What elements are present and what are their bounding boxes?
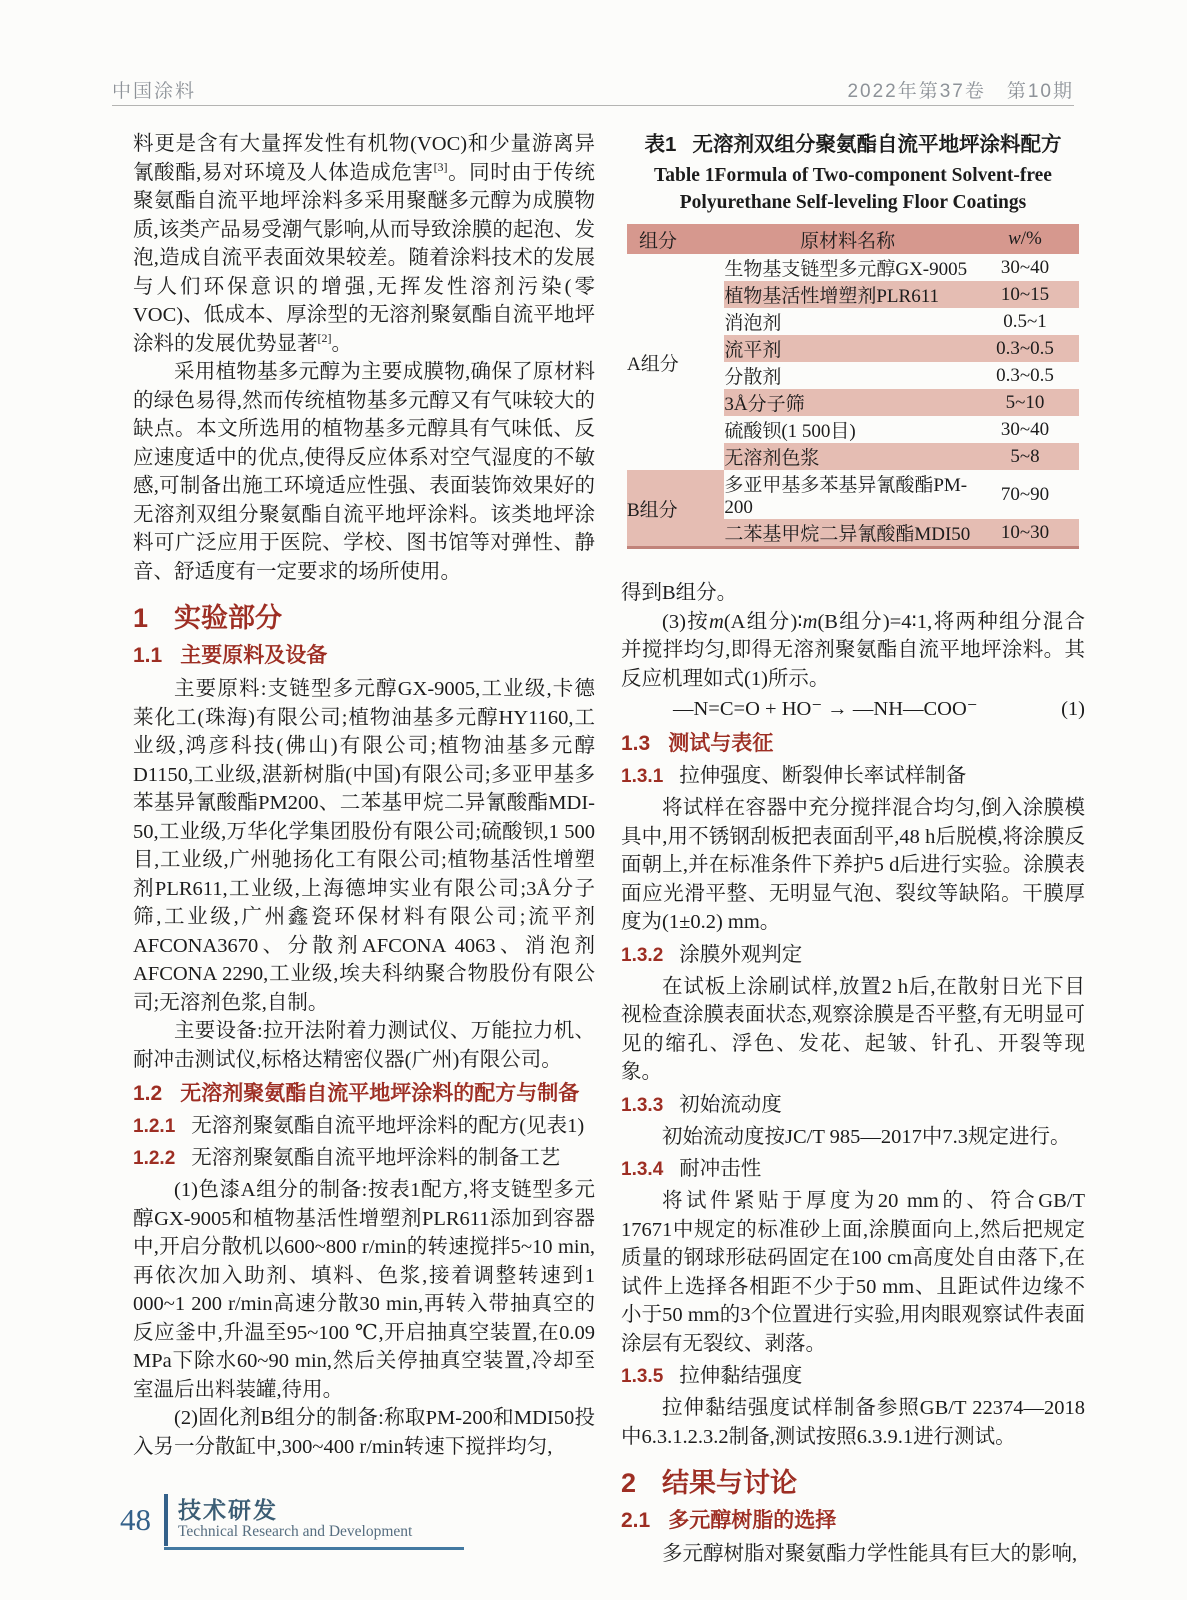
equation-number: (1) bbox=[1061, 698, 1085, 720]
weight-percent-cell: 70~90 bbox=[1000, 483, 1050, 505]
weight-percent-cell: 5~10 bbox=[971, 389, 1079, 416]
table-row bbox=[627, 470, 1079, 519]
formula-table-head bbox=[627, 224, 1079, 254]
section-heading-1-2-1 bbox=[133, 1113, 595, 1140]
left-column bbox=[133, 130, 595, 1461]
section-title: 结果与讨论 bbox=[662, 1468, 798, 1498]
section-heading-1-3-2 bbox=[621, 942, 1085, 969]
footer-section-zh: 技术研发 bbox=[178, 1497, 278, 1523]
paragraph-polyol-selection: 多元醇树脂对聚氨酯力学性能具有巨大的影响, bbox=[662, 1543, 1078, 1565]
issue-info: 2022年第37卷 第10期 bbox=[847, 81, 1074, 102]
page-number: 48 bbox=[120, 1502, 151, 1537]
section-heading-1-1 bbox=[133, 643, 595, 669]
material-name-cell: 流平剂 bbox=[724, 335, 971, 362]
paragraph-b-component-result: 得到B组分。 bbox=[621, 582, 738, 604]
reaction-equation bbox=[621, 695, 1085, 724]
section-title: 无溶剂聚氨酯自流平地坪涂料的制备工艺 bbox=[191, 1147, 561, 1169]
material-name-cell: 硫酸钡(1 500目) bbox=[724, 421, 856, 442]
section-number: 1.3.5 bbox=[621, 1366, 664, 1387]
section-number: 1.3.3 bbox=[621, 1094, 664, 1116]
section-title: 初始流动度 bbox=[679, 1093, 782, 1116]
column-header-group: 组分 bbox=[627, 224, 724, 254]
section-number: 1.1 bbox=[133, 644, 163, 667]
table-caption-zh bbox=[621, 130, 1085, 160]
section-title: 测试与表征 bbox=[668, 732, 774, 755]
section-heading-1-3-5 bbox=[621, 1363, 1085, 1390]
paragraph-text: (A组分)∶ bbox=[723, 610, 803, 633]
section-title: 无溶剂聚氨酯自流平地坪涂料的配方(见表1) bbox=[191, 1115, 585, 1137]
weight-symbol: w bbox=[1008, 228, 1021, 249]
paragraph-intro bbox=[133, 130, 595, 358]
component-group-cell: B组分 bbox=[627, 470, 724, 548]
weight-percent-cell: 0.5~1 bbox=[1003, 310, 1047, 332]
section-heading-1-2 bbox=[133, 1081, 595, 1107]
section-title: 实验部分 bbox=[174, 603, 283, 633]
table-title: 无溶剂双组分聚氨酯自流平地坪涂料配方 bbox=[692, 133, 1062, 156]
mass-symbol: m bbox=[709, 610, 724, 633]
section-number: 1.3.1 bbox=[621, 766, 664, 787]
table-header-row bbox=[627, 224, 1079, 254]
section-title: 主要原料及设备 bbox=[180, 644, 328, 667]
paragraph-bio-polyol: 采用植物基多元醇为主要成膜物,确保了原材料的绿色易得,然而传统植物基多元醇又有气味较大的缺点。本文所选用的植物基多元醇具有气味低、反应速度适中的优点,使得反应体系对空气湿度的不敏感,可制备出施工环境适应性强、表面装饰效果好的无溶剂双组分聚氨酯自流平地坪涂料。该类地坪涂料可广泛应用于医院、学校、图书馆等对弹性、静音、舒适度有一定要求的场所使用。 bbox=[133, 361, 595, 583]
paragraph-impact-resistance: 将试件紧贴于厚度为20 mm的、符合GB/T 17671中规定的标准砂上面,涂膜面向上,然后把规定质量的钢球形砝码固定在100 cm高度处自由落下,在试件上选择各相距不少于50 mm、且距试件边缘不小于50 mm的3个位置进行实验,用肉眼观察试件表面涂层有无裂纹、剥落。 bbox=[621, 1190, 1085, 1355]
footer-divider-bar bbox=[164, 1494, 168, 1546]
section-heading-1 bbox=[133, 602, 595, 634]
material-name-cell: 3Å分子筛 bbox=[724, 389, 971, 416]
section-title: 多元醇树脂的选择 bbox=[668, 1509, 837, 1532]
paragraph-appearance: 在试板上涂刷试样,放置2 h后,在散射日光下目视检查涂膜表面状态,观察涂膜是否平整,有无明显可见的缩孔、浮色、发花、起皱、针孔、开裂等现象。 bbox=[621, 975, 1085, 1083]
weight-percent-cell: 10~30 bbox=[971, 519, 1079, 548]
material-name-cell: 生物基支链型多元醇GX-9005 bbox=[724, 259, 968, 280]
section-number: 2 bbox=[621, 1468, 637, 1498]
section-number: 1.3 bbox=[621, 732, 651, 755]
weight-percent-cell: 30~40 bbox=[1000, 418, 1050, 440]
material-name-cell: 植物基活性增塑剂PLR611 bbox=[724, 281, 971, 308]
section-heading-1-3-3 bbox=[621, 1092, 1085, 1119]
equation-body: —N=C=O + HO⁻ → —NH—COO⁻ bbox=[673, 698, 978, 720]
citation-ref-3: [3] bbox=[433, 159, 448, 174]
column-header-material: 原材料名称 bbox=[724, 224, 971, 254]
material-name-cell: 无溶剂色浆 bbox=[724, 443, 971, 470]
paragraph-tensile-sample: 将试样在容器中充分搅拌混合均匀,倒入涂膜模具中,用不锈钢刮板把表面刮平,48 h后脱模,将涂膜反面朝上,并在标准条件下养护5 d后进行实验。涂膜表面应光滑平整、无明显气泡、裂纹等缺陷。干膜厚度为(1±0.2) mm。 bbox=[621, 797, 1085, 933]
paragraph-text: 料更是含有大量挥发性有机物(VOC)和少量游离异氰酸酯,易对环境及人体造成危害 bbox=[133, 133, 595, 184]
formula-table bbox=[627, 224, 1079, 549]
weight-percent-cell: 10~15 bbox=[971, 281, 1079, 308]
paragraph-component-a-prep: (1)色漆A组分的制备:按表1配方,将支链型多元醇GX-9005和植物基活性增塑剂PLR611添加到容器中,开启分散机以600~800 r/min的转速搅拌5~10 min,再依次加入助剂、填料、色浆,接着调整转速到1 000~1 200 r/min高速分散30 min,再转入带抽真空的反应釜中,升温至95~100 ℃,开启抽真空装置,在0.09 MPa下除水60~90 min,然后关停抽真空装置,冷却至室温后出料装罐,待用。 bbox=[133, 1179, 595, 1401]
section-number: 1.3.2 bbox=[621, 944, 664, 966]
section-number: 1.3.4 bbox=[621, 1159, 664, 1180]
weight-percent-cell: 5~8 bbox=[971, 443, 1079, 470]
paragraph-raw-materials: 主要原料:支链型多元醇GX-9005,工业级,卡德莱化工(珠海)有限公司;植物油基多元醇HY1160,工业级,鸿彦科技(佛山)有限公司;植物油基多元醇D1150,工业级,湛新树脂(中国)有限公司;多亚甲基多苯基异氰酸酯PM200、二苯基甲烷二异氰酸酯MDI-50,工业级,万华化学集团股份有限公司;硫酸钡,1 500目,工业级,广州驰扬化工有限公司;植物基活性增塑剂PLR611,工业级,上海德坤实业有限公司;3Å分子筛,工业级,广州鑫瓷环保材料有限公司;流平剂AFCONA3670、分散剂AFCONA 4063、消泡剂AFCONA 2290,工业级,埃夫科纳聚合物股份有限公司;无溶剂色浆,自制。 bbox=[133, 678, 595, 1014]
paragraph-text: (3)按 bbox=[662, 610, 710, 633]
section-heading-1-3 bbox=[621, 731, 1085, 757]
paragraph-equipment: 主要设备:拉开法附着力测试仪、万能拉力机、耐冲击测试仪,标格达精密仪器(广州)有限公司。 bbox=[133, 1020, 595, 1071]
table-title-en: Formula of Two-component Solvent-free bbox=[714, 165, 1052, 186]
formula-table-body bbox=[627, 254, 1079, 548]
section-title: 拉伸强度、断裂伸长率试样制备 bbox=[679, 765, 967, 787]
section-heading-1-3-1 bbox=[621, 763, 1085, 790]
section-heading-2-1 bbox=[621, 1508, 1085, 1534]
material-name-cell: 二苯基甲烷二异氰酸酯MDI50 bbox=[724, 519, 971, 548]
paragraph-text: 。 bbox=[331, 332, 352, 355]
table-row bbox=[627, 254, 1079, 281]
paragraph-text: 。同时由于传统聚氨酯自流平地坪涂料多采用聚醚多元醇为成膜物质,该类产品易受潮气影响,从而导致涂膜的起泡、发泡,造成自流平表面效果较差。随着涂料技术的发展与人们环保意识的增强,无挥发性溶剂污染(零VOC)、低成本、厚涂型的无溶剂聚氨酯自流平地坪涂料的发展优势显著 bbox=[133, 161, 595, 355]
page-footer bbox=[118, 1492, 538, 1562]
section-title: 无溶剂聚氨酯自流平地坪涂料的配方与制备 bbox=[180, 1082, 580, 1105]
section-number: 1.2 bbox=[133, 1082, 163, 1105]
mass-symbol: m bbox=[802, 610, 818, 633]
section-number: 1.2.2 bbox=[133, 1148, 176, 1169]
journal-name: 中国涂料 bbox=[112, 81, 197, 102]
table-caption-en-line1 bbox=[621, 162, 1085, 216]
table-label: 表1 bbox=[644, 133, 677, 156]
material-name-cell: 多亚甲基多苯基异氰酸酯PM-200 bbox=[724, 475, 968, 518]
section-title: 拉伸黏结强度 bbox=[679, 1365, 803, 1387]
citation-ref-2: [2] bbox=[317, 330, 332, 345]
paragraph-component-b-prep: (2)固化剂B组分的制备:称取PM-200和MDI50投入另一分散缸中,300~400 r/min转速下搅拌均匀, bbox=[133, 1407, 595, 1458]
paragraph-bond-strength: 拉伸黏结强度试样制备参照GB/T 22374—2018中6.3.1.2.3.2制备,测试按照6.3.9.1进行测试。 bbox=[621, 1397, 1085, 1448]
paragraph-text: (B组分)=4∶1,将两种组分混合并搅拌均匀,即得无溶剂聚氨酯自流平地坪涂料。其反应机理如式(1)所示。 bbox=[621, 610, 1085, 690]
running-header bbox=[112, 76, 1074, 103]
section-number: 2.1 bbox=[621, 1509, 651, 1532]
paragraph-mix-ratio bbox=[621, 608, 1085, 694]
section-heading-1-3-4 bbox=[621, 1156, 1085, 1183]
section-title: 耐冲击性 bbox=[679, 1158, 762, 1180]
column-header-weight bbox=[971, 224, 1079, 254]
footer-rule bbox=[164, 1547, 464, 1550]
section-heading-2 bbox=[621, 1467, 1085, 1499]
material-name-cell: 分散剂 bbox=[724, 367, 782, 388]
paragraph-flowability: 初始流动度按JC/T 985—2017中7.3规定进行。 bbox=[662, 1125, 1071, 1148]
right-column bbox=[621, 130, 1085, 1569]
table-label-en: Table 1 bbox=[654, 165, 715, 186]
section-title: 涂膜外观判定 bbox=[679, 943, 803, 966]
section-number: 1 bbox=[133, 603, 149, 633]
footer-section-en: Technical Research and Development bbox=[178, 1523, 413, 1540]
header-rule bbox=[112, 105, 1074, 106]
section-heading-1-2-2 bbox=[133, 1145, 595, 1172]
component-group-cell: A组分 bbox=[627, 353, 679, 375]
section-number: 1.2.1 bbox=[133, 1116, 176, 1137]
weight-percent-cell: 0.3~0.5 bbox=[971, 335, 1079, 362]
weight-unit: /% bbox=[1020, 228, 1042, 249]
weight-percent-cell: 0.3~0.5 bbox=[996, 364, 1054, 386]
table-title-en-line2: Polyurethane Self-leveling Floor Coatings bbox=[679, 192, 1027, 213]
material-name-cell: 消泡剂 bbox=[724, 313, 782, 334]
weight-percent-cell: 30~40 bbox=[1000, 256, 1050, 278]
